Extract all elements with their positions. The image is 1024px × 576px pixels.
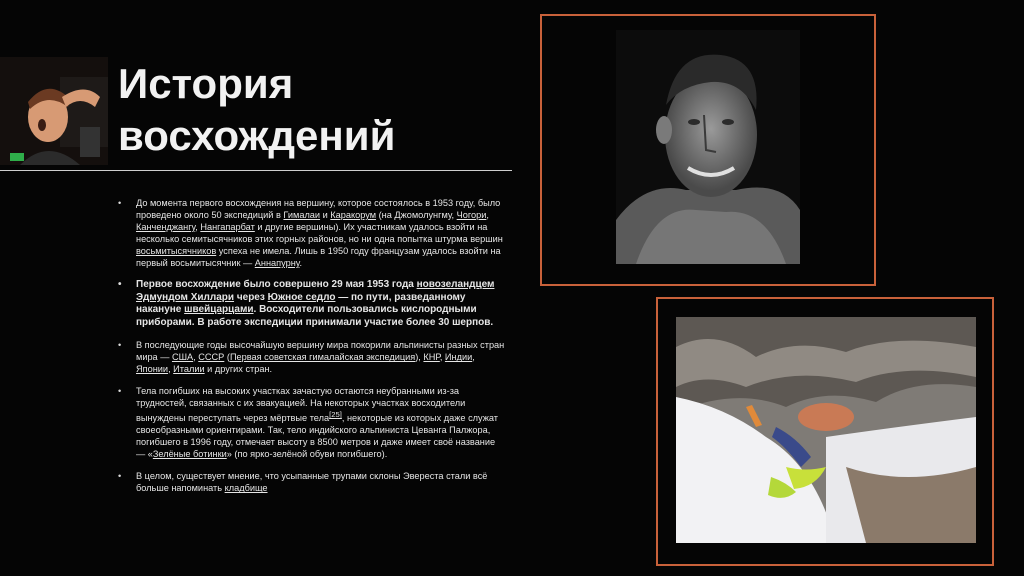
link-usa[interactable]: США: [171, 352, 194, 363]
link-china[interactable]: КНР: [423, 352, 440, 363]
title-line-1: История: [118, 60, 294, 107]
link-karakoram[interactable]: Каракорум: [330, 210, 377, 220]
slide-title: [118, 58, 448, 162]
bullet-item-bodies: • Тела погибших на высоких участках зачастую остаются неубранными из-за трудностей, связанных с их эвакуацией. На некоторых участках восходители вынуждены переступать через мёртвые тела[25], некоторые из которых даже служат своеобразными ориентирами. Так, тело индийского альпиниста Цеванга Палжора, погибшего в 1996 году, отмечает высоту в 8500 метров и даже имеет своё название — «Зелёные ботинки» (по ярко-зелёной обуви погибшего).: [118, 385, 506, 460]
webcam-overlay: [0, 57, 108, 165]
link-soviet-expedition[interactable]: Первая советская гималайская экспедиция: [229, 352, 416, 363]
bullet-item-first-ascent: • Первое восхождение было совершено 29 мая 1953 года новозеландцем Эдмундом Хиллари через Южное седло — по пути, разведанному накануне швейцарцами. Восходители пользовались кислородными приборами. В работе экспедиции принимали участие более 30 шерпов.: [118, 279, 506, 329]
footnote-ref[interactable]: [25]: [329, 410, 342, 420]
webcam-person-image: [0, 57, 108, 165]
link-ussr[interactable]: СССР: [198, 352, 225, 363]
link-chogori[interactable]: Чогори: [456, 210, 487, 220]
title-line-2: восхождений: [118, 112, 396, 159]
link-nanga-parbat[interactable]: Нангапарбат: [200, 222, 255, 232]
bullet-item-cemetery: • В целом, существует мнение, что усыпанные трупами склоны Эвереста стали всё больше напоминать кладбище: [118, 470, 506, 494]
link-india[interactable]: Индии: [444, 352, 473, 363]
link-green-boots[interactable]: Зелёные ботинки: [152, 449, 227, 460]
link-italy[interactable]: Италии: [173, 364, 205, 375]
link-edmund-hillary[interactable]: Эдмундом Хиллари: [136, 291, 235, 303]
bullet-list: [118, 197, 506, 504]
link-south-col[interactable]: Южное седло: [267, 291, 336, 303]
title-divider: [0, 170, 512, 171]
link-japan[interactable]: Японии: [136, 364, 169, 375]
green-boots-photo: [676, 317, 976, 543]
link-eight-thousanders[interactable]: восьмитысячников: [136, 246, 217, 256]
hillary-portrait-photo: [616, 30, 800, 264]
bullet-item-later-ascents: • В последующие годы высочайшую вершину мира покорили альпинисты разных стран мира — США, СССР (Первая советская гималайская экспедиция), КНР, Индии, Японии, Италии и других стран.: [118, 339, 506, 375]
link-new-zealander[interactable]: новозеландцем: [416, 279, 495, 290]
link-himalaya[interactable]: Гималаи: [283, 210, 321, 220]
bullet-item-first-expeditions: • До момента первого восхождения на вершину, которое состоялось в 1953 году, было проведено около 50 экспедиций в Гималаи и Каракорум (на Джомолунгму, Чогори, Канченджангу, Нангапарбат и другие вершины). Их участникам удалось взойти на несколько семитысячников этих горных районов, но ни одна попытка штурма вершин восьмитысячников успеха не имела. Лишь в 1950 году французам удалось взойти на первый восьмитысячник — Аннапурну.: [118, 197, 506, 269]
link-annapurna[interactable]: Аннапурну: [254, 258, 300, 268]
link-swiss[interactable]: швейцарцами: [184, 304, 254, 316]
link-cemetery[interactable]: кладбище: [224, 483, 268, 494]
link-kangchenjunga[interactable]: Канченджангу: [136, 222, 196, 232]
